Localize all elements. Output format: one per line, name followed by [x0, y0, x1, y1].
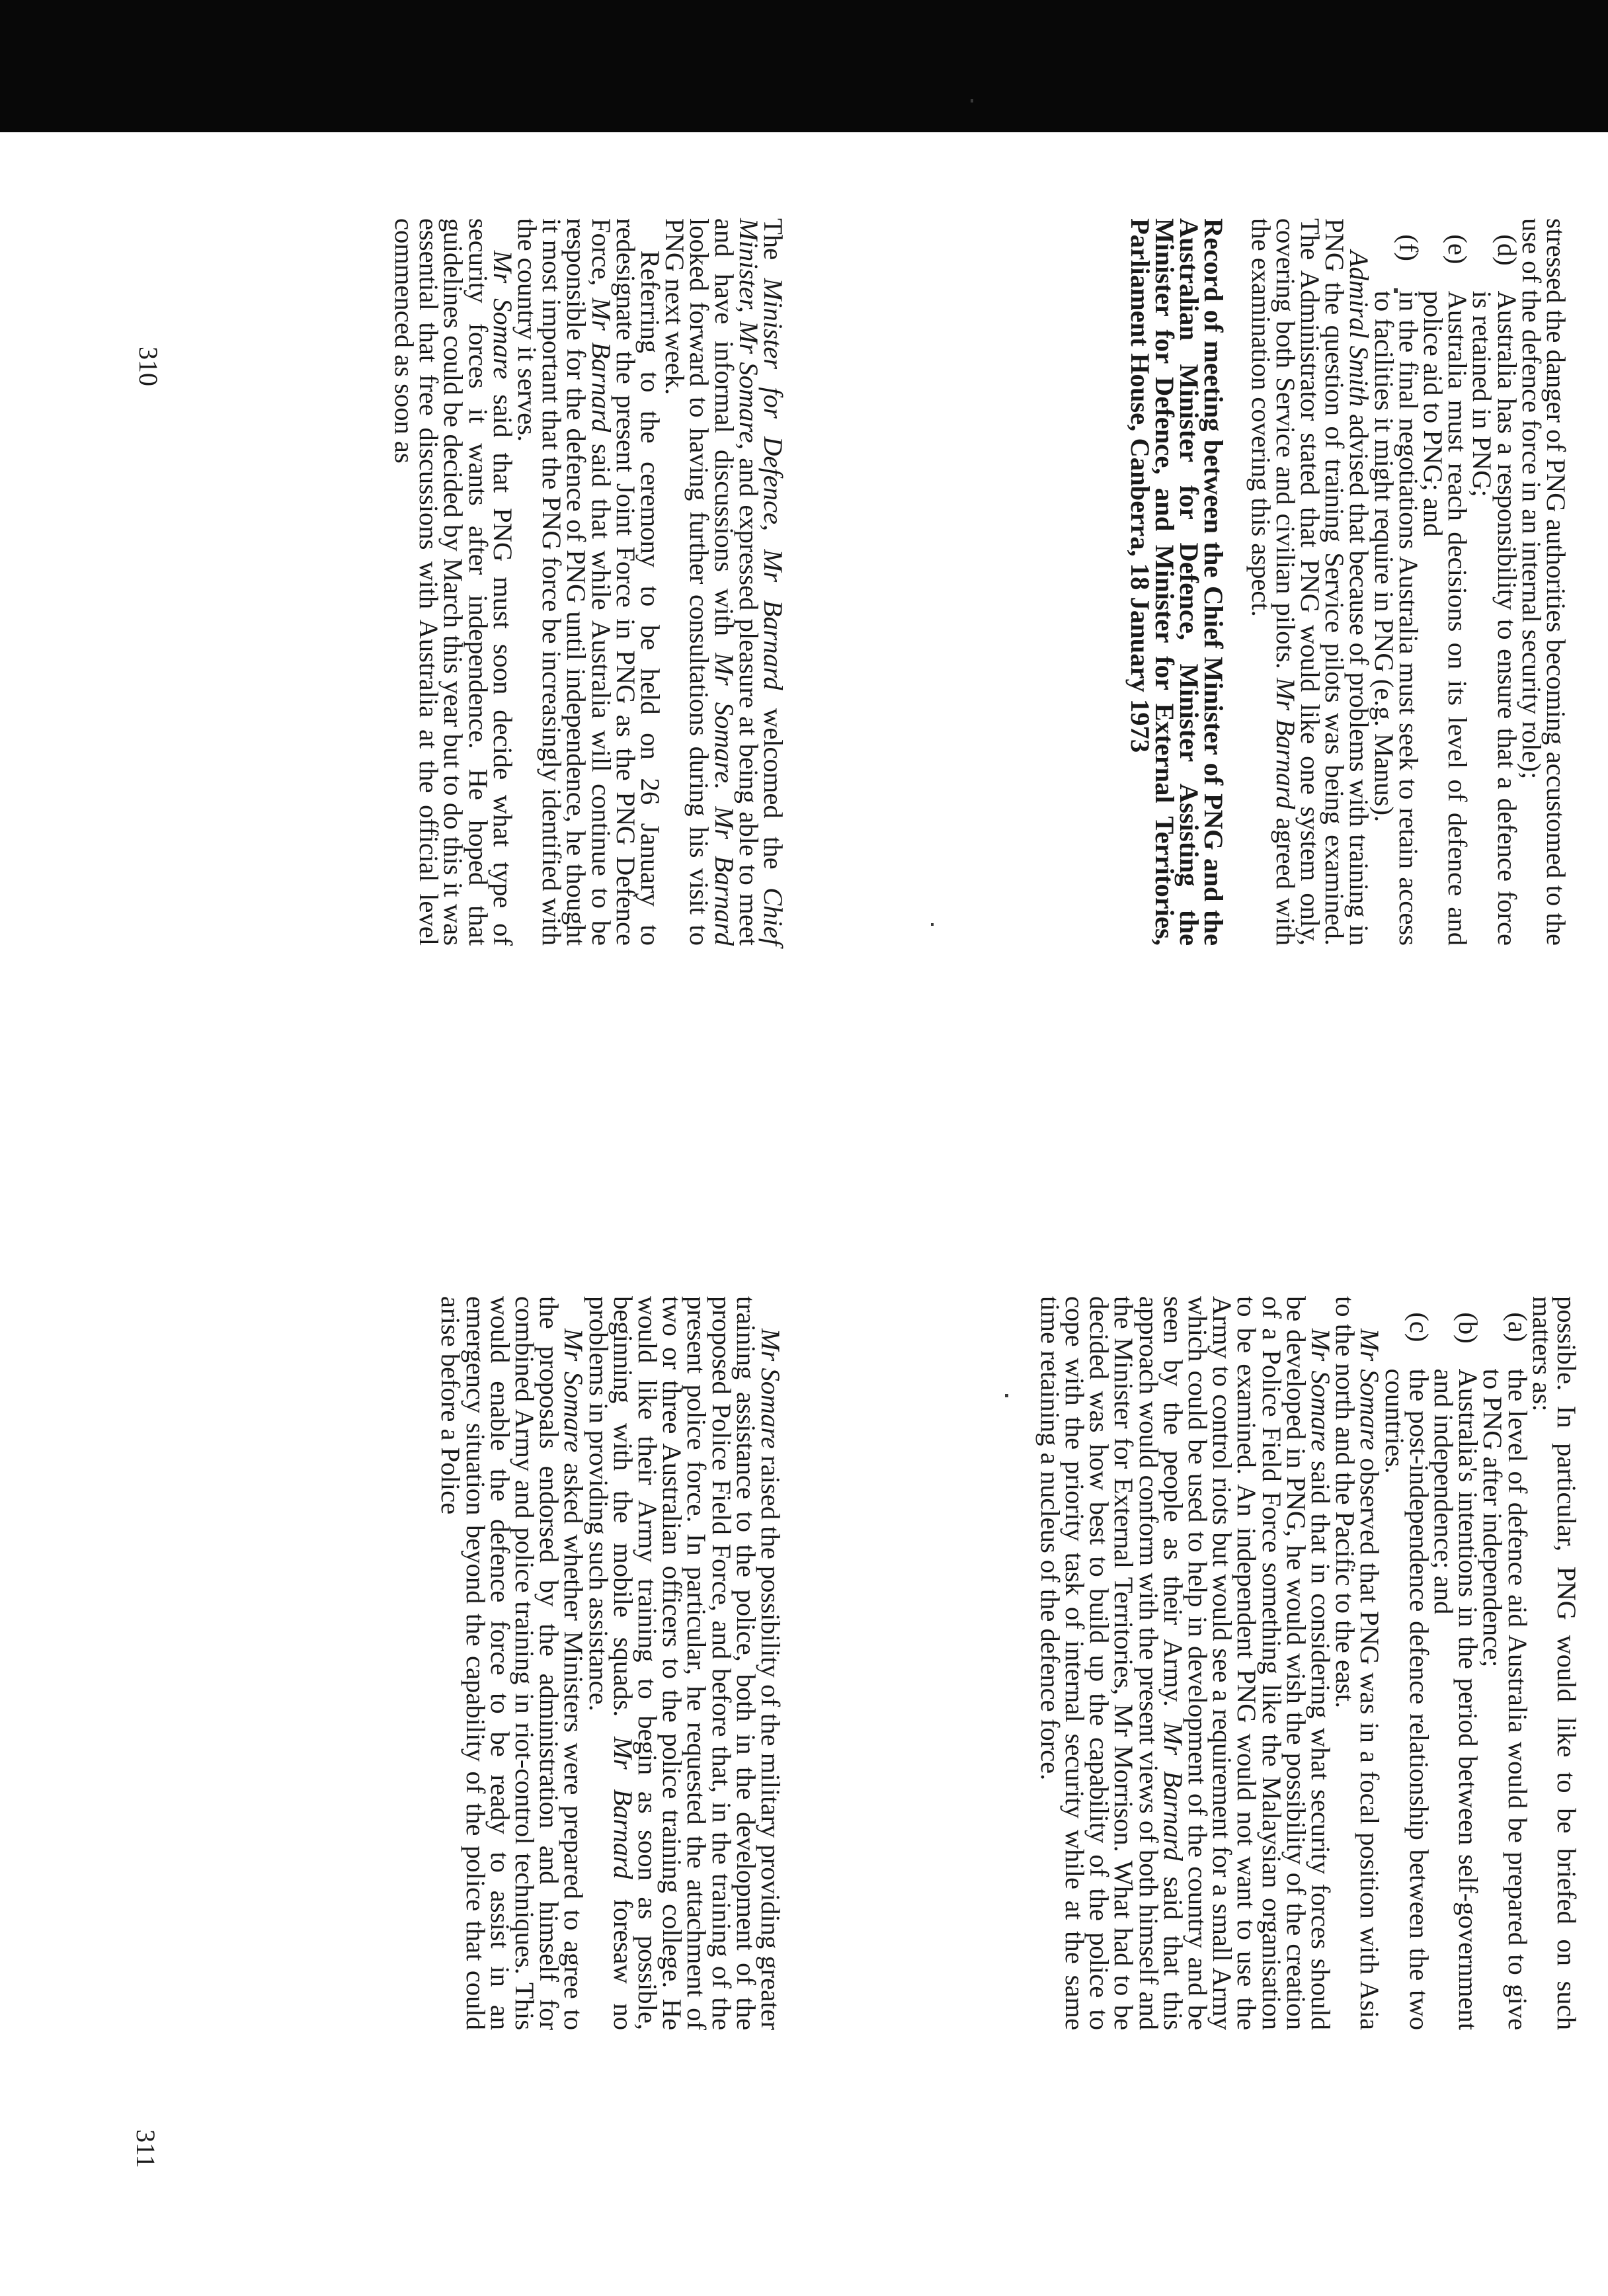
paragraph-security-forces-type [389, 218, 518, 946]
list-item [1379, 1312, 1434, 2030]
italic-name: Mr Somare [487, 250, 518, 380]
italic-name: Mr Somare [1355, 1328, 1385, 1450]
paragraph: possible. In particular, PNG would like to be briefed on such matters as: [1527, 1296, 1582, 2030]
scan-speck [1005, 1394, 1008, 1397]
list-item-label: (b) [1453, 1312, 1484, 1344]
text-run: The [758, 218, 788, 278]
italic-name: Mr Barnard [1158, 1722, 1188, 1861]
list-item-label: (d) [1492, 234, 1522, 266]
paragraph-military-training [583, 1296, 785, 2030]
paragraph-admiral-smith [1246, 218, 1375, 946]
list-item-label: (c) [1404, 1312, 1434, 1342]
paragraph-riot-control [436, 1296, 589, 2030]
text-run: welcomed the [758, 690, 788, 888]
list-item [1478, 1312, 1533, 2030]
page-number: 311 [131, 2129, 161, 2168]
text-run: observed that PNG was in a focal position with Asia to the north and the Pacific to the east. [1330, 1296, 1385, 2030]
paragraph-ceremony [512, 218, 665, 946]
text-run: foresaw no problems in providing such assistance. [583, 1296, 638, 2030]
page-310-column-1 [1125, 218, 1571, 946]
italic-name: Mr Barnard [586, 298, 616, 432]
text-run: advised that because of problems with training in PNG the question of training Service pilots was being examined. The Administrator stated that PNG would like one system only, covering both Service and civilian pilots. [1270, 218, 1375, 946]
list-item-text: Australia's intentions in the period between self-government and independence; and [1428, 1368, 1484, 2030]
text-run: asked whether Ministers were prepared to agree to the proposals endorsed by the administration and himself for combined Army and police training in riot-control techniques. This would enable the defence force to be ready to assist in an emergency situation beyond the capability of the police that could arise before a Police [436, 1296, 589, 2030]
page-311-column-1 [1035, 1296, 1582, 2030]
list-item [1369, 234, 1424, 946]
meeting-record-heading: Record of meeting between the Chief Minister of PNG and the Australian Minister for Defence, Minister Assisting the Minister for Defence, and Minister for External Territories, Parliament House, Canberra, 18 January 1973 [1125, 218, 1229, 946]
scan-speck [971, 99, 973, 102]
list-item-label: (f) [1393, 234, 1424, 261]
italic-name: Minister for Defence, Mr Barnard [758, 278, 788, 690]
page-310-column-2 [389, 218, 788, 946]
text-run: said that in considering what security forces should be developed in PNG, he would wish the possibility of the creation of a Police Field Force something like the Malaysian organisation to be examined. An independent PNG would not want to use the Army to control riots but would see a requirement for a small Army which could be used to help in development of the country and be seen by the people as their Army. [1158, 1296, 1336, 2030]
italic-name: Admiral Smith [1344, 250, 1375, 407]
text-run: said that this approach would conform with the present views of both himself and the Minister for External Territories, Mr Morrison. What had to be decided was how best to build up the capability of the police to cope with the priority task of internal security while at the same time retaining a nucleus of the defence force. [1035, 1296, 1188, 2030]
italic-name: Mr Barnard [608, 1737, 638, 1879]
paragraph-focal-position [1330, 1296, 1385, 2030]
italic-name: Chief Minister, Mr Somare, [733, 218, 788, 946]
scan-speck [931, 923, 934, 926]
paragraph-welcome [660, 218, 788, 946]
list-item-text: Australia has a responsibility to ensure that a defence force is retained in PNG; [1467, 290, 1522, 946]
italic-name: Mr Somare. Mr Barnard [709, 653, 739, 946]
list-item-text: the level of defence aid Australia would be prepared to give to PNG after independence; [1478, 1368, 1533, 2030]
list-item-label: (e) [1443, 234, 1473, 265]
list-item-text: in the final negotiations Australia must seek to retain access to facilities it might require in PNG (e.g. Manus). [1369, 290, 1424, 946]
list-item [1428, 1312, 1484, 2030]
list-item [1467, 234, 1522, 946]
paragraph: stressed the danger of PNG authorities becoming accustomed to the use of the defence force in an internal security role); [1516, 218, 1571, 946]
text-run: agreed with the examination covering this aspect. [1246, 218, 1301, 946]
list-item-label: (a) [1502, 1312, 1533, 1342]
text-run: and expressed pleasure at being able to meet and have informal discussions with [709, 218, 764, 946]
italic-name: Mr Barnard [1270, 677, 1301, 809]
scan-black-band [0, 0, 1608, 132]
text-run: said that PNG must soon decide what type of security forces it wants after independence. He hoped that guidelines could be decided by March this year but to do this it was essential that free discussions with Australia at the official level commenced as soon as [389, 218, 518, 946]
text-run: looked forward to having further consultations during his visit to PNG next week. [660, 218, 715, 946]
paragraph-police-field-force [1035, 1296, 1336, 2030]
page-311-column-2 [438, 1296, 783, 2030]
text-run: said that while Australia will continue to be responsible for the defence of PNG until independence, he thought it most important that the PNG force be increasingly identified with the country it serves. [512, 218, 616, 946]
italic-name: Mr Somare [559, 1328, 589, 1453]
text-run: Referring to the ceremony to be held on 26 January to redesignate the present Joint Force in PNG as the PNG Defence Force, [586, 218, 665, 946]
list-item [1418, 234, 1473, 946]
page-number: 310 [134, 347, 163, 386]
italic-name: Mr Somare [756, 1328, 785, 1449]
list-item-text: Australia must reach decisions on its level of defence and police aid to PNG; and [1418, 290, 1473, 946]
italic-name: Mr Somare [1305, 1328, 1336, 1452]
list-item-text: the post-independence defence relationship between the two countries. [1379, 1368, 1434, 2030]
text-run: raised the possibility of the military providing greater training assistance to the police, both in the development of the proposed Police Field Force, and before that, in the training of the present police force. In particular, he requested the attachment of two or three Australian officers to the police training college. He would like their Army training to begin as soon as possible, beginning with the mobile squads. [608, 1296, 785, 2030]
